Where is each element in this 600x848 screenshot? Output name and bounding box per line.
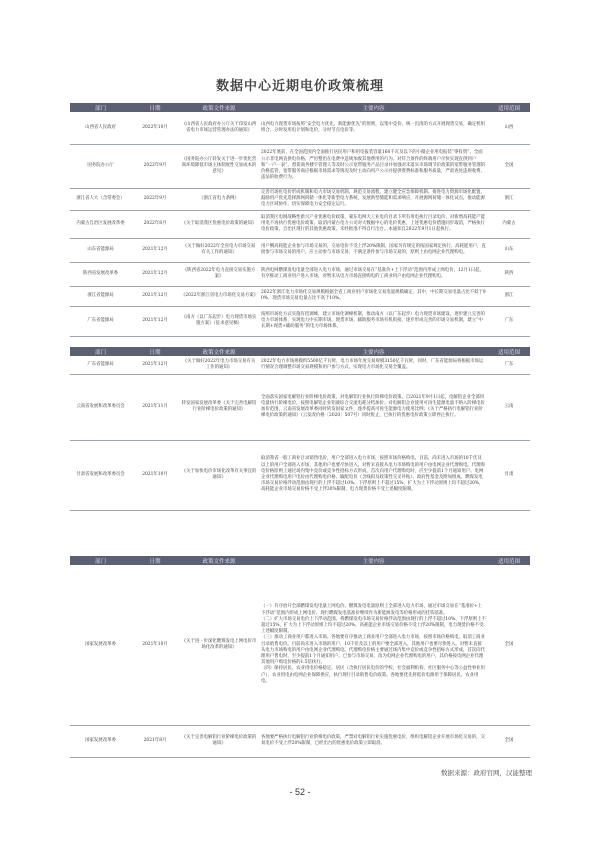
source-cell: 《关于取消我区优惠电价政策的通知》 xyxy=(179,210,259,238)
dept-cell: 山东省能源局 xyxy=(70,238,131,262)
content-cell: 按照市场化方式实施有偿调峰，建立市场化调峰机制，推动南方（以广东起步）电力现货市场建设，逐步建立完善的电力市场体系，实现电力中长期市场、现货市场、辅助服务市场有机衔接，逐步形成完善的市场交易机制，建立“中长期+现货+辅助服务”的电力市场体系。 xyxy=(259,306,488,336)
date-cell: 2022年8月 xyxy=(131,210,179,238)
column-header: 日期 xyxy=(131,556,179,565)
column-header: 政策文件来源 xyxy=(179,556,259,565)
table-row xyxy=(70,144,530,188)
policy-table-1 xyxy=(70,103,530,337)
column-header: 适用范围 xyxy=(488,556,530,565)
source-cell: 《浙江省电力条例》 xyxy=(179,188,259,210)
dept-cell: 山西省人民政府 xyxy=(70,112,131,144)
dept-cell: 内蒙古自治区发展改革委 xyxy=(70,210,131,238)
table-row xyxy=(70,306,530,336)
table-row xyxy=(70,565,530,725)
scope-cell: 广东 xyxy=(488,356,530,374)
source-cell: 《关于做好2022年全省电力市场交易有关工作的通知》 xyxy=(179,238,259,262)
column-header: 主要内容 xyxy=(259,347,488,356)
column-header: 日期 xyxy=(131,347,179,356)
date-cell: 2022年9月 xyxy=(131,188,179,210)
column-header: 部门 xyxy=(70,347,131,356)
date-cell: 2021年10月 xyxy=(131,565,179,725)
scope-cell: 甘肃 xyxy=(488,440,530,510)
source-cell: 《关于进一步深化燃煤发电上网电价市场化改革的通知》 xyxy=(179,565,259,725)
page-number: - 52 - xyxy=(289,787,311,797)
scope-cell: 云南 xyxy=(488,374,530,440)
dept-cell: 国家发展改革委 xyxy=(70,565,131,725)
column-header: 主要内容 xyxy=(259,556,488,565)
dept-cell: 国家发展改革委 xyxy=(70,725,131,757)
dept-cell: 浙江省能源局 xyxy=(70,286,131,306)
dept-cell: 广东省能源局 xyxy=(70,306,131,336)
scope-cell: 浙江 xyxy=(488,286,530,306)
date-cell: 2021年12月 xyxy=(131,306,179,336)
column-header: 政策文件来源 xyxy=(179,103,259,112)
table-row xyxy=(70,238,530,262)
table-row xyxy=(70,286,530,306)
table-row xyxy=(70,188,530,210)
date-cell: 2022年10月 xyxy=(131,112,179,144)
table-header-row xyxy=(70,103,530,112)
dept-cell: 浙江省人大（含常委会） xyxy=(70,188,131,210)
table-row xyxy=(70,262,530,286)
column-header: 日期 xyxy=(131,103,179,112)
page-title: 数据中心近期电价政策梳理 xyxy=(215,79,384,94)
scope-cell: 山东 xyxy=(488,238,530,262)
content-cell: 完善市场化电价形成机制和电力市场交易机制，规范交易流程，建立健全应急保障机制。推进电力资源市场化配置，鼓励用户优先选择源网荷储一体化等新型电力系统，发展新型储能和需求响应，开展源网荷储一体化试点，推动能源电力区域协作，切实保障电力安全稳定运行。 xyxy=(259,188,488,210)
date-cell: 2021年8月 xyxy=(131,725,179,757)
content-cell: （一）有序放开全部燃煤发电电量上网电价。燃煤发电电量原则上全部进入电力市场，通过市场交易在“基准价+上下浮动”范围内形成上网电价。现行燃煤发电基准价继续作为新能源发电等价格形成的挂钩基准。 （二）扩大市场交易电价上下浮动范围。将燃煤发电市场交易价格浮动范围由现行的上浮不超过10%、下浮原则上不超过15%，扩大为上下浮动原则上均不超过20%，高耗能企业市场交易价格不受上浮20%限制，电力现货价格不受上述幅度限制。 （三）推动工商业用户都进入市场。各地要有序推动工商业用户全部进入电力市场，按照市场价格购电，取消工商业目录销售电价。目前尚未进入市场的用户，10千伏及以上的用户要全部进入，其他用户也要尽快进入。对暂未直接从电力市场购电的用户由电网企业代理购电。代理购电价格主要通过场内集中竞价或竞争性招标方式形成，首次向代理用户售电时，至少提前1个月通知用户。已参与市场交易、改为电网企业代理购电的用户，其价格按电网企业代理其他用户购电价格的1.5倍执行。 （四）保持居民、农业用电价格稳定。居民（含执行居民电价的学校、社会福利机构、社区服务中心等公益性事业用户）、农业用电由电网企业保障供应，执行现行目录销售电价政策。各地要优先将低价电源用于保障居民、农业用电。 xyxy=(259,565,488,725)
scope-cell: 全国 xyxy=(488,144,530,188)
date-cell: 2021年11月 xyxy=(131,374,179,440)
content-cell: 2022年电力市场规模约5500亿千瓦时，电力市场年度交易规模3150亿千瓦时，同时，广东省能源局将根据市场运行情况合理调整市场交易规模和用户参与方式，实现电力市场化交易全覆盖。 xyxy=(259,356,488,374)
scope-cell: 内蒙古 xyxy=(488,210,530,238)
dept-cell: 陕西省发展改革委 xyxy=(70,262,131,286)
source-cell: 《山西省人民政府办公厅关于印发山西省电力市场运营管理办法的通知》 xyxy=(179,112,259,144)
policy-table-2 xyxy=(70,347,530,511)
date-cell: 2021年12月 xyxy=(131,262,179,286)
data-source-note: 数据来源：政府官网，汉能整理 xyxy=(441,769,532,777)
table-row xyxy=(70,440,530,510)
dept-cell: 国务院办公厅 xyxy=(70,144,131,188)
content-cell: 山西电力现货市场按照“安全电力优先、新能源优先”的原则，以集中竞价、统一出清的方式开展现货交易，确定机组组合、分时发用电计划和电价，分时节点电价等。 xyxy=(259,112,488,144)
date-cell: 2021年12月 xyxy=(131,356,179,374)
content-cell: 2022年浙江电力市场化交易规模根据全省工商业用户市场化交易电量规模确定，其中，中长期交易电量占比不低于90%，现货市场交易电量占比不高于10%。 xyxy=(259,286,488,306)
content-cell: 陕西电网燃煤发电电量全部进入电力市场，通过市场交易在“基准价+上下浮动”范围内形成上网电价，12月1日起，有序推动工商业用户进入市场，对暂未从电力市场直接购电的工商业用户由电网企业代理购电。 xyxy=(259,262,488,286)
dept-cell: 广东省能源局 xyxy=(70,356,131,374)
scope-cell: 全国 xyxy=(488,725,530,757)
date-cell: 2021年12月 xyxy=(131,238,179,262)
source-cell: 转发国家发展改革委《关于完善电解铝行业阶梯电价政策的通知》 xyxy=(179,374,259,440)
policy-table-3 xyxy=(70,556,530,758)
content-cell: 全面落实国家电解铝行业阶梯电价政策，对电解铝行业执行阶梯电价政策。自2021年9月1日起，电解铝企业全部用电量执行阶梯电价，按照电解铝企业铝液综合交流电耗分档加价；对电解铝企业使用可再生能源电量不纳入阶梯电价加价范围，云南省发展改革委同时转发国家文件，逐步提高可再生能源电力使用比例；《关于严格执行电解铝行业阶梯电价政策的通知》（云发改价格〔2020〕507号）同时废止，已执行的优惠电价政策立即停止执行。 xyxy=(259,374,488,440)
content-cell: 各地要严格执行电解铝行业阶梯电价政策，严禁对电解铝行业实施优惠电价，组织电解铝企业开展市场化交易的，交易电价不受上浮20%限制，已经出台的优惠电价政策立即取消。 xyxy=(259,725,488,757)
column-header: 部门 xyxy=(70,103,131,112)
source-cell: 《陕西省2022年电力直接交易实施方案》 xyxy=(179,262,259,286)
scope-cell: 全国 xyxy=(488,565,530,725)
source-cell: 《2022年浙江省电力市场化交易方案》 xyxy=(179,286,259,306)
dept-cell: 云南省发展和改革委员会 xyxy=(70,374,131,440)
source-cell: 《关于完善电解铝行业阶梯电价政策的通知》 xyxy=(179,725,259,757)
source-cell: 《国务院办公厅转发关于进一步优化营商环境降低市场主体制度性交易成本的意见》 xyxy=(179,144,259,188)
date-cell: 2021年12月 xyxy=(131,286,179,306)
scope-cell: 陕西 xyxy=(488,262,530,286)
content-cell: 取消我区电网战略性新兴产业优惠电价政策，蒙东电网大工业电价目录下所有用电执行目录电价，对新增高耗能产能用电不再执行优惠电价政策。取消内蒙古电力公司对大数据中心的电价优惠，上述优惠电价措施同步取消，严格执行电价政策，自治区现行的其他优惠政策，未经批准不得自行出台。本通知自2022年9月1日起执行。 xyxy=(259,210,488,238)
column-header: 主要内容 xyxy=(259,103,488,112)
dept-cell: 甘肃省发展和改革委员会 xyxy=(70,440,131,510)
table-row xyxy=(70,356,530,374)
column-header: 部门 xyxy=(70,556,131,565)
scope-cell: 浙江 xyxy=(488,188,530,210)
column-header: 适用范围 xyxy=(488,103,530,112)
content-cell: 用户侧高耗能企业参与市场交易的，交易电价不受上浮20%限制，国家另有规定的按国家规定执行。高耗能用户，直接参与市场交易的用户，应主动参与市场交易；不满足条件参与市场交易的，原则上由电网企业代理购电。 xyxy=(259,238,488,262)
table-row xyxy=(70,374,530,440)
column-header: 适用范围 xyxy=(488,347,530,356)
table-header-row xyxy=(70,347,530,356)
content-cell: 2022年底前，在全国范围内全面推行居民用户和用电报装容量160千瓦及以下的小微企业用电报装“零投资”。全面公示非电网直供电价格，严厉整治在电费中违规加收其他费用的行为。对符合条件的终端用户尽快实现直供到户和“一户一表”。督促商务楼宇管理人等及时公示宽带服务产品目录并加强对未落实市场调节价政策的宽带服务管理的价格监管，宽带服务商应根据市场需求等情况及时主动向用户公示并提供资费标准和服务质量，严肃查处违规收费、违法的收费行为。 xyxy=(259,144,488,188)
table-row xyxy=(70,725,530,757)
content-cell: 取消我省一般工商业目录销售电价，用户全部进入电力市场，按照市场价格购电，目前，尚未进入市场的10千伏及以上的用户全部进入市场，其他用户也要尽快进入，对暂未直接从电力市场购电的用户由电网企业代理购电。代理购电价格原则上通过场内集中竞价或竞争性招标方式形成，首次向用户代理购电时，应至少提前1个月通知用户。电网企业代理购电用户电价由代理购电价格、输配电价（含线损及政策性交叉补贴）、政府性基金及附加组成。燃煤发电市场交易价格浮动范围由现行的上浮不超过10%、下浮原则上不超过15%，扩大为上下浮动原则上均不超过20%，高耗能企业市场交易价格不受上浮20%限制，电力现货价格不受上述幅度限制。 xyxy=(259,440,488,510)
table-row xyxy=(70,210,530,238)
source-cell: 《关于加快电价市场化改革有关事宜的通知》 xyxy=(179,440,259,510)
scope-cell: 山西 xyxy=(488,112,530,144)
table-row xyxy=(70,112,530,144)
date-cell: 2021年10月 xyxy=(131,440,179,510)
column-header: 政策文件来源 xyxy=(179,347,259,356)
source-cell: 《南方（以广东起步）电力现货市场实施方案》（征求意见稿） xyxy=(179,306,259,336)
scope-cell: 广东 xyxy=(488,306,530,336)
table-header-row xyxy=(70,556,530,565)
date-cell: 2022年9月 xyxy=(131,144,179,188)
source-cell: 《关于做好2022年电力市场交易有关工作的通知》 xyxy=(179,356,259,374)
